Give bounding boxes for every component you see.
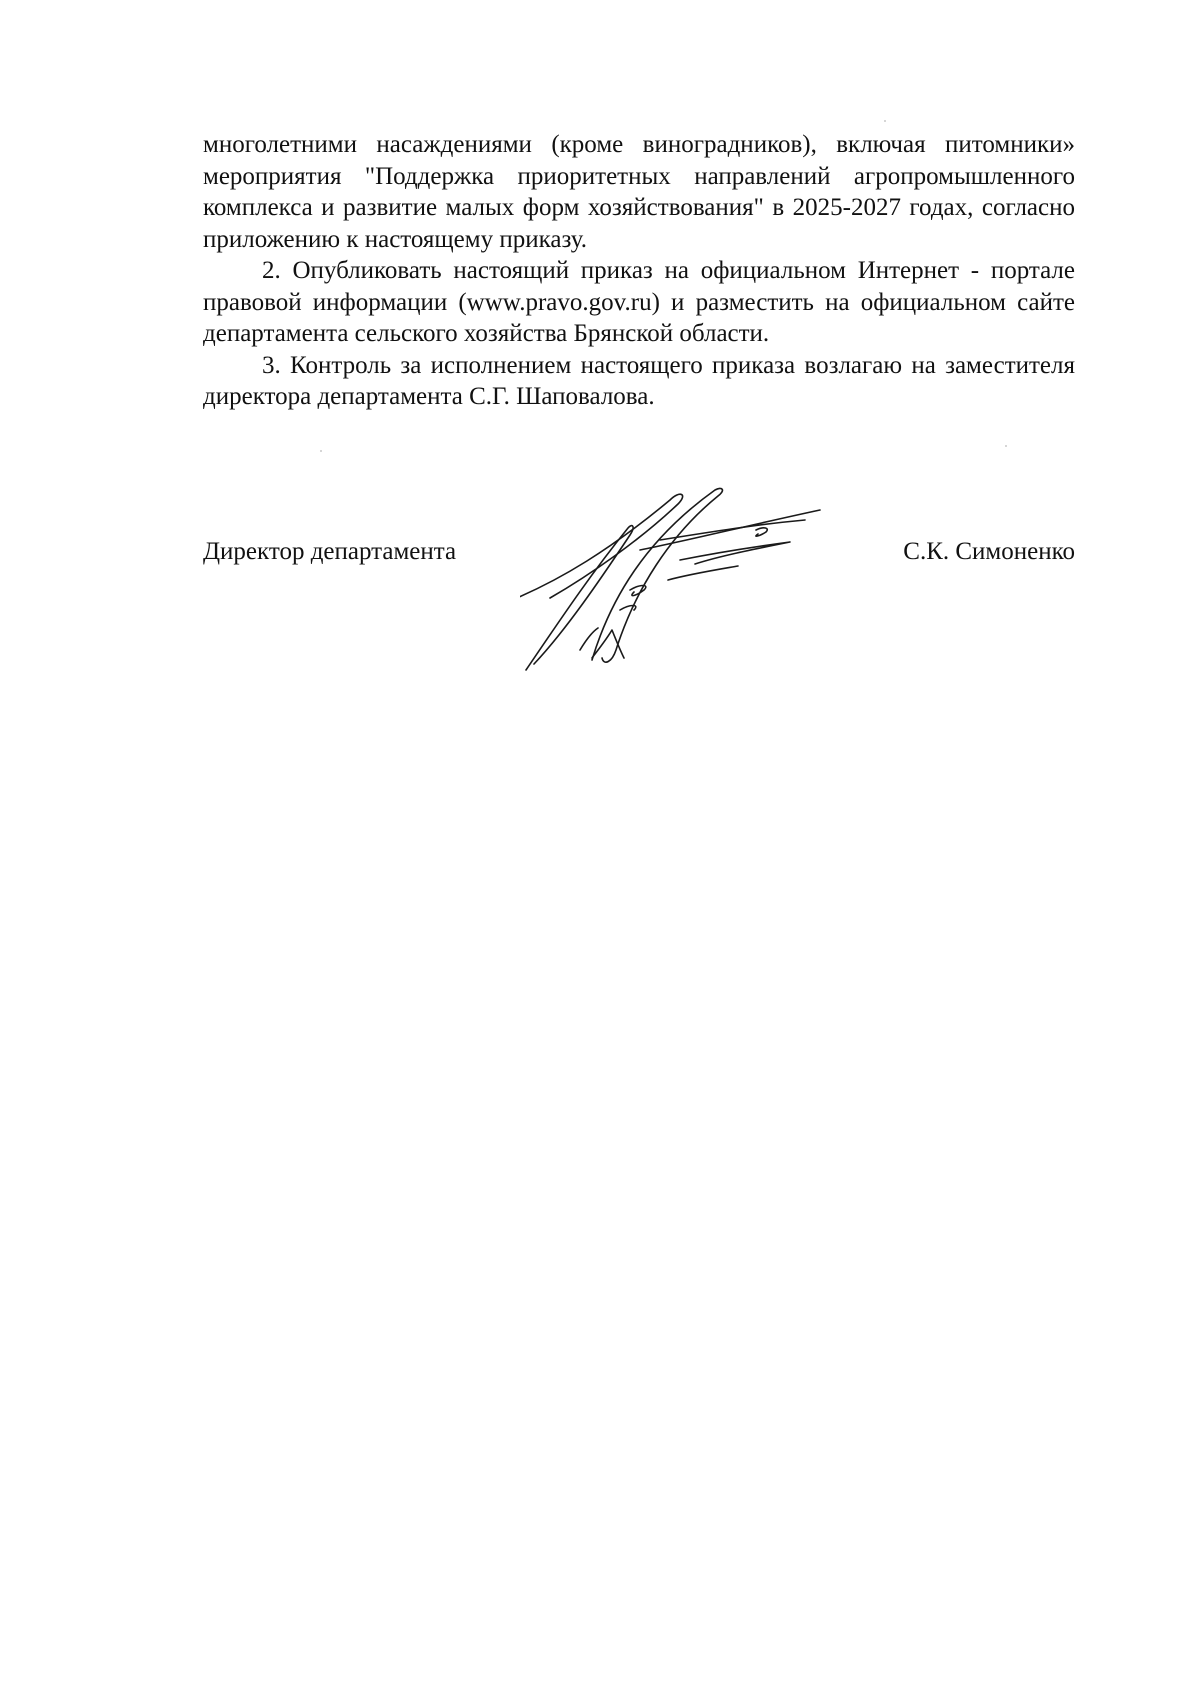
paragraph-item-2: 2. Опубликовать настоящий приказ на официальном Интернет - портале правовой информации (www.pravo.gov.ru) и разместить на официальном сайте департамента сельского хозяйства Брянской области. — [203, 257, 1075, 347]
paragraph-continuation: многолетними насаждениями (кроме виноградников), включая питомники» мероприятия "Поддержка приоритетных направлений агропромышленного комплекса и развитие малых форм хозяйствования" в 2025-2027 годах, согласно приложению к настоящему приказу. — [203, 131, 1075, 253]
scan-artifact — [884, 120, 886, 122]
signatory-title: Директор департамента — [203, 538, 457, 565]
signatory-name: С.К. Симоненко — [903, 538, 1075, 565]
handwritten-signature — [520, 480, 840, 680]
scan-artifact — [1005, 445, 1007, 447]
paragraph-item-3: 3. Контроль за исполнением настоящего приказа возлагаю на заместителя директора департамента С.Г. Шаповалова. — [203, 351, 1075, 410]
scan-artifact — [320, 450, 322, 452]
document-body — [203, 129, 1075, 413]
